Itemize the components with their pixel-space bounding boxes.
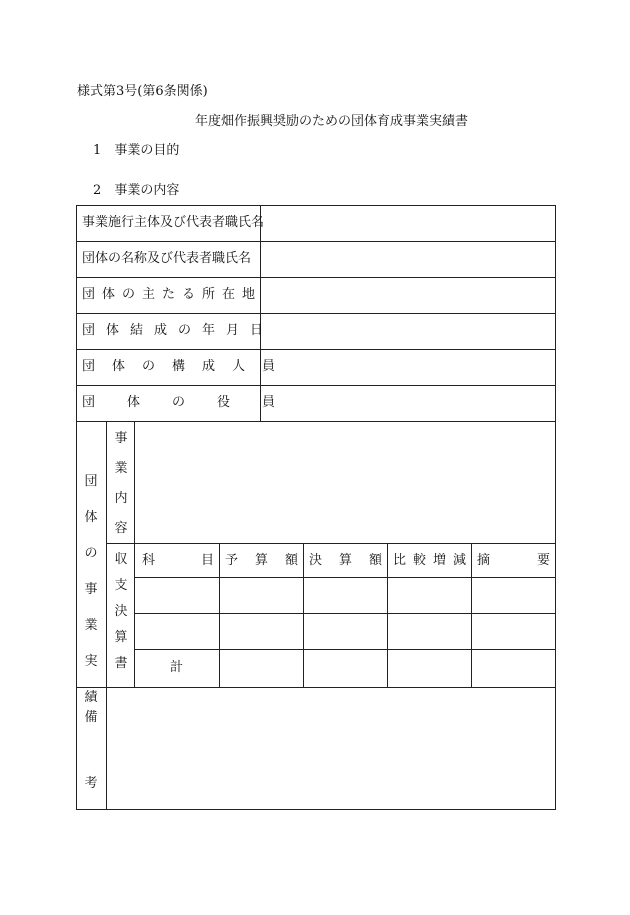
row-label-representative: 事業施行主体及び代表者職氏名 <box>82 215 265 230</box>
page-title: 年度畑作振興奨励のための団体育成事業実績書 <box>195 114 469 129</box>
budget-total-label: 計 <box>170 660 184 675</box>
section-1-label: 事業の目的 <box>114 143 180 158</box>
budget-header-summary: 摘 要 <box>477 553 550 568</box>
section-2-label: 事業の内容 <box>114 183 180 198</box>
budget-header-difference: 比 較 増 減 <box>393 553 466 568</box>
row-label-officers: 団体の役員 <box>82 395 308 410</box>
form-number: 様式第3号(第6条関係) <box>77 84 208 99</box>
budget-header-item: 科 目 <box>142 553 214 568</box>
section-2-number: 2 <box>93 183 102 198</box>
row-label-members: 団体の構成人員 <box>82 359 293 374</box>
budget-header-settlement: 決 算 額 <box>309 553 382 568</box>
group-achievement-label: 団 体 の 事 業 実 績 <box>84 474 98 705</box>
section-1-number: 1 <box>93 143 102 158</box>
row-label-founding-date: 団体結成の年月日 <box>82 323 275 338</box>
budget-header-budget: 予 算 額 <box>225 553 298 568</box>
budget-statement-label: 収 支 決 算 書 <box>114 552 128 671</box>
business-content-label: 事 業 内 容 <box>114 431 128 536</box>
remarks-label: 備 考 <box>84 710 98 791</box>
row-label-address: 団体の主たる所在地 <box>82 287 263 302</box>
row-label-group-name: 団体の名称及び代表者職氏名 <box>82 251 252 266</box>
